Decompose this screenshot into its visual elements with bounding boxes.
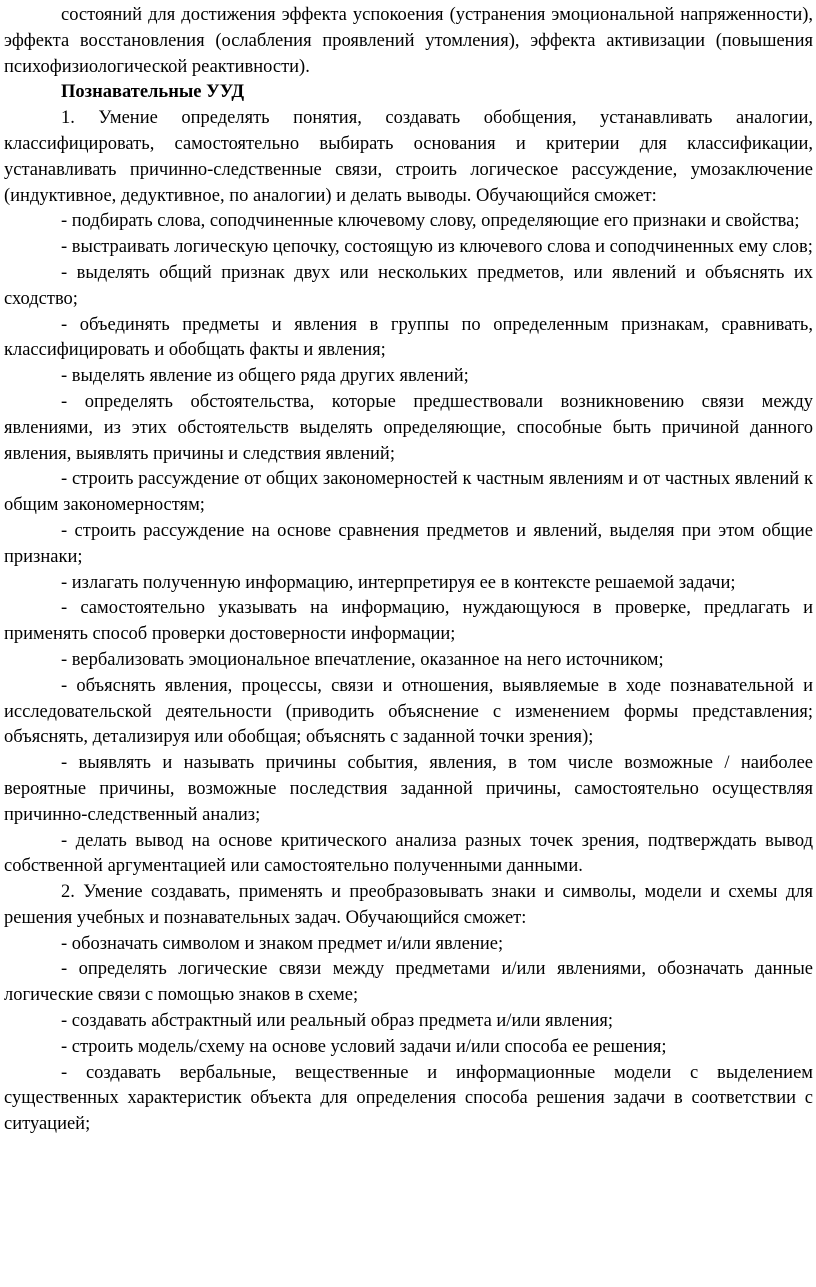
list-item: - определять обстоятельства, которые предшествовали возникновению связи между явлениями, из этих обстоятельств выделять определяющие, способные быть причиной данного явления, выявлять причины и следствия явлений; bbox=[4, 391, 813, 464]
paragraph: 1. Умение определять понятия, создавать обобщения, устанавливать аналогии, классифицировать, самостоятельно выбирать основания и критерии для классификации, устанавливать причинно-следственные связи, строить логическое рассуждение, умозаключение (индуктивное, дедуктивное, по аналогии) и делать выводы. Обучающийся сможет: bbox=[4, 108, 813, 206]
paragraph: 2. Умение создавать, применять и преобразовывать знаки и символы, модели и схемы для решения учебных и познавательных задач. Обучающийся сможет: bbox=[4, 882, 813, 928]
list-item: - выделять общий признак двух или нескольких предметов, или явлений и объяснять их сходство; bbox=[4, 262, 813, 309]
list-item: - строить рассуждение от общих закономерностей к частным явлениям и от частных явлений к общим закономерностям; bbox=[4, 469, 813, 516]
list-item: - строить рассуждение на основе сравнения предметов и явлений, выделяя при этом общие признаки; bbox=[4, 520, 813, 567]
list-item: - выстраивать логическую цепочку, состоящую из ключевого слова и соподчиненных ему слов; bbox=[61, 237, 813, 258]
list-item: - выделять явление из общего ряда других явлений; bbox=[61, 366, 469, 387]
list-item: - выявлять и называть причины события, явления, в том числе возможные / наиболее вероятные причины, возможные последствия заданной причины, самостоятельно осуществляя причинно-следственный анализ; bbox=[4, 753, 813, 825]
paragraph-continuation: состояний для достижения эффекта успокоения (устранения эмоциональной напряженности), эффекта восстановления (ослабления проявлений утомления), эффекта активизации (повышения психофизиологической реактивности). bbox=[4, 5, 813, 77]
list-item: - создавать абстрактный или реальный образ предмета и/или явления; bbox=[61, 1011, 613, 1032]
list-item: - создавать вербальные, вещественные и информационные модели с выделением существенных характеристик объекта для определения способа решения задачи в соответствии с ситуацией; bbox=[4, 1062, 813, 1135]
section-heading: Познавательные УУД bbox=[61, 82, 245, 103]
list-item: - самостоятельно указывать на информацию, нуждающуюся в проверке, предлагать и применять способ проверки достоверности информации; bbox=[4, 598, 813, 645]
list-item: - объяснять явления, процессы, связи и отношения, выявляемые в ходе познавательной и исследовательской деятельности (приводить объяснение с изменением формы представления; объяснять, детализируя или обобщая; объяснять с заданной точки зрения); bbox=[4, 675, 813, 748]
list-item: - подбирать слова, соподчиненные ключевому слову, определяющие его признаки и свойства; bbox=[61, 211, 800, 232]
list-item: - объединять предметы и явления в группы по определенным признакам, сравнивать, классифицировать и обобщать факты и явления; bbox=[4, 314, 813, 361]
list-item: - определять логические связи между предметами и/или явлениями, обозначать данные логические связи с помощью знаков в схеме; bbox=[4, 959, 813, 1006]
list-item: - вербализовать эмоциональное впечатление, оказанное на него источником; bbox=[61, 649, 664, 670]
list-item: - обозначать символом и знаком предмет и/или явление; bbox=[61, 933, 504, 954]
list-item: - строить модель/схему на основе условий задачи и/или способа ее решения; bbox=[61, 1036, 667, 1057]
list-item: - излагать полученную информацию, интерпретируя ее в контексте решаемой задачи; bbox=[61, 572, 736, 593]
list-item: - делать вывод на основе критического анализа разных точек зрения, подтверждать вывод собственной аргументацией или самостоятельно полученными данными. bbox=[4, 830, 813, 877]
